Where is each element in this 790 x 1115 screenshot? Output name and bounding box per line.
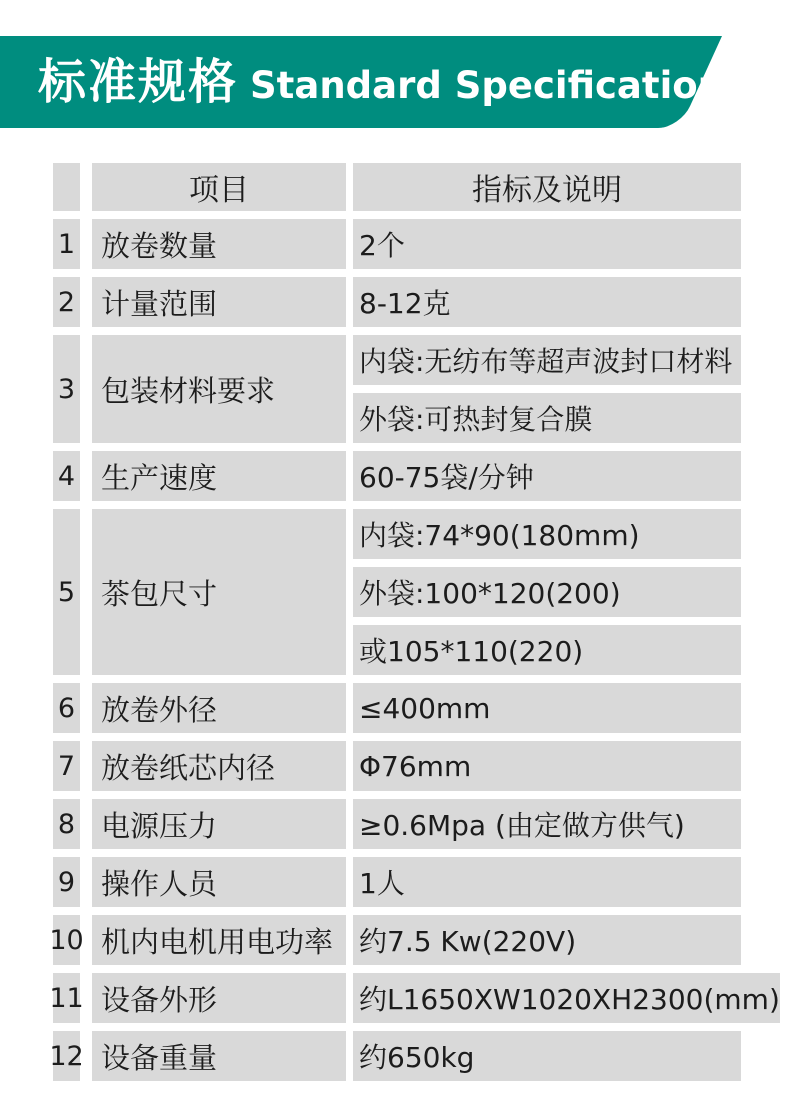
row-value: 1人 — [353, 857, 741, 907]
table-header-row — [53, 163, 741, 211]
row-value: 8-12克 — [353, 277, 741, 327]
table-row — [53, 451, 741, 501]
table-row — [53, 509, 741, 675]
table-row — [53, 335, 741, 443]
page-title-chinese: 标准规格 — [38, 54, 239, 110]
row-number: 1 — [53, 219, 80, 269]
row-item: 包装材料要求 — [92, 335, 346, 443]
row-number: 9 — [53, 857, 80, 907]
table-row — [53, 277, 741, 327]
header-value-cell: 指标及说明 — [353, 163, 741, 211]
page-title — [0, 36, 725, 128]
table-row — [49, 915, 741, 965]
table-row — [49, 1031, 741, 1081]
row-value: 2个 — [353, 219, 741, 269]
row-item: 机内电机用电功率 — [92, 915, 346, 965]
row-number: 4 — [53, 451, 80, 501]
row-number: 6 — [53, 683, 80, 733]
row-item: 生产速度 — [92, 451, 346, 501]
row-item: 放卷外径 — [92, 683, 346, 733]
table-row — [53, 799, 741, 849]
table-row — [53, 857, 741, 907]
row-number: 3 — [53, 335, 80, 443]
row-value: 约L1650XW1020XH2300(mm) — [353, 973, 780, 1023]
header-item-cell: 项目 — [92, 163, 346, 211]
row-value: 外袋:100*120(200) — [353, 567, 741, 617]
row-value: Φ76mm — [353, 741, 741, 791]
row-number: 11 — [53, 973, 80, 1023]
row-value: 外袋:可热封复合膜 — [353, 393, 741, 443]
row-value: 约7.5 Kw(220V) — [353, 915, 741, 965]
row-item: 设备外形 — [92, 973, 346, 1023]
row-item: 茶包尺寸 — [92, 509, 346, 675]
row-number: 10 — [53, 915, 80, 965]
row-number: 2 — [53, 277, 80, 327]
row-item: 电源压力 — [92, 799, 346, 849]
row-number: 12 — [53, 1031, 80, 1081]
table-row — [53, 683, 741, 733]
row-value: 约650kg — [353, 1031, 741, 1081]
row-value: 60-75袋/分钟 — [353, 451, 741, 501]
row-value: 内袋:74*90(180mm) — [353, 509, 741, 559]
row-number: 5 — [53, 509, 80, 675]
row-value: 或105*110(220) — [353, 625, 741, 675]
row-item: 放卷纸芯内径 — [92, 741, 346, 791]
row-item: 设备重量 — [92, 1031, 346, 1081]
page-title-english: Standard Specification — [250, 64, 725, 107]
row-item: 放卷数量 — [92, 219, 346, 269]
table-row — [53, 219, 741, 269]
row-item: 操作人员 — [92, 857, 346, 907]
row-item: 计量范围 — [92, 277, 346, 327]
row-number: 8 — [53, 799, 80, 849]
row-value: 内袋:无纺布等超声波封口材料 — [353, 335, 741, 385]
header-number-cell — [53, 163, 80, 211]
table-row — [53, 741, 741, 791]
row-value: ≥0.6Mpa (由定做方供气) — [353, 799, 741, 849]
row-value: ≤400mm — [353, 683, 741, 733]
specification-table — [49, 163, 780, 1081]
row-number: 7 — [53, 741, 80, 791]
table-row — [49, 973, 780, 1023]
